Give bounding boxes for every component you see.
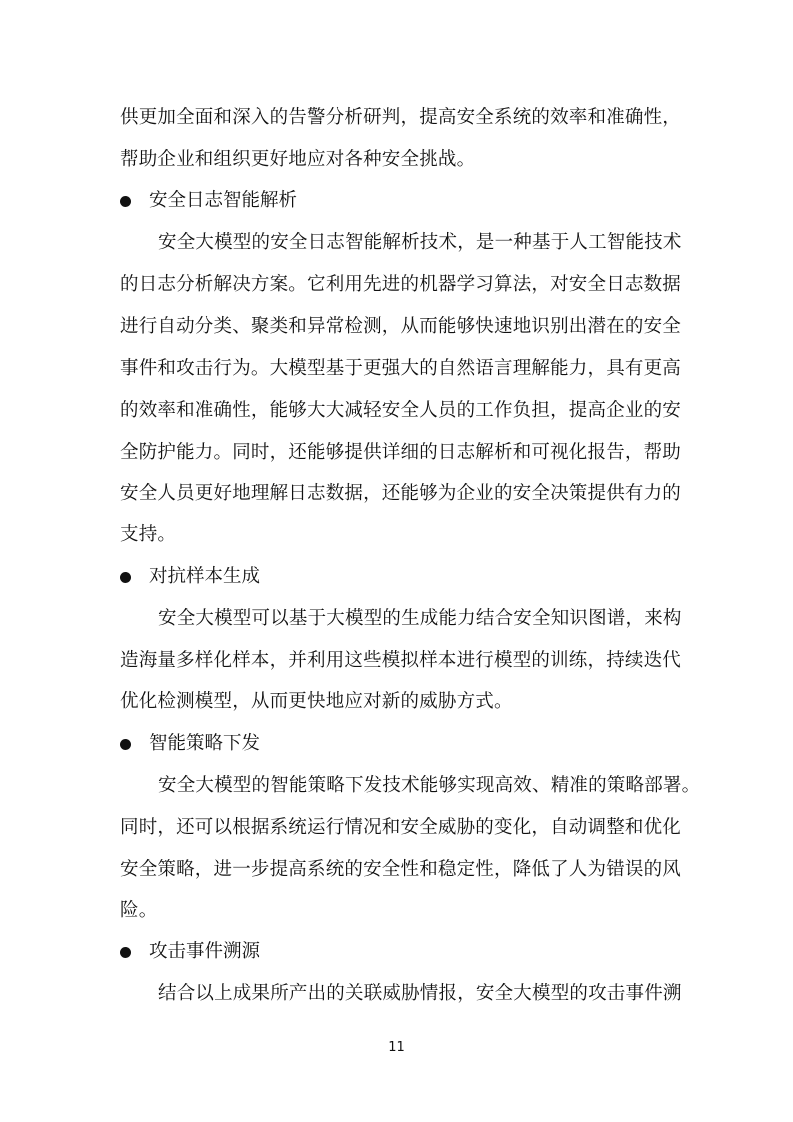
paragraph-line: 安全大模型的智能策略下发技术能够实现高效、精准的策略部署。 [158, 775, 701, 796]
section-heading: 安全日志智能解析 [149, 190, 298, 211]
paragraph-line: 险。 [120, 900, 158, 921]
paragraph-line: 安全大模型的安全日志智能解析技术，是一种基于人工智能技术 [158, 232, 682, 253]
paragraph-line: 造海量多样化样本，并利用这些模拟样本进行模型的训练，持续迭代 [120, 650, 682, 671]
paragraph-line: 帮助企业和组织更好地应对各种安全挑战。 [120, 149, 476, 170]
paragraph-line: 安全大模型可以基于大模型的生成能力结合安全知识图谱，来构 [158, 608, 682, 629]
paragraph-line: 同时，还可以根据系统运行情况和安全威胁的变化，自动调整和优化 [120, 817, 682, 838]
bullet-icon [120, 196, 131, 207]
paragraph-line: 供更加全面和深入的告警分析研判，提高安全系统的效率和准确性， [120, 107, 682, 128]
section-heading: 对抗样本生成 [149, 566, 261, 587]
paragraph-line: 安全人员更好地理解日志数据，还能够为企业的安全决策提供有力的 [120, 483, 682, 504]
paragraph-line: 结合以上成果所产出的关联威胁情报，安全大模型的攻击事件溯 [158, 983, 682, 1004]
paragraph-line: 安全策略，进一步提高系统的安全性和稳定性，降低了人为错误的风 [120, 859, 682, 880]
paragraph-line: 优化检测模型，从而更快地应对新的威胁方式。 [120, 691, 513, 712]
paragraph-line: 事件和攻击行为。大模型基于更强大的自然语言理解能力，具有更高 [120, 358, 682, 379]
paragraph-line: 支持。 [120, 524, 177, 545]
paragraph-line: 的效率和准确性，能够大大减轻安全人员的工作负担，提高企业的安 [120, 400, 682, 421]
bullet-icon [120, 947, 131, 958]
page-number: 11 [388, 1040, 405, 1055]
section-heading: 攻击事件溯源 [149, 941, 261, 962]
paragraph-line: 的日志分析解决方案。它利用先进的机器学习算法，对安全日志数据 [120, 274, 682, 295]
bullet-icon [120, 572, 131, 583]
bullet-icon [120, 739, 131, 750]
paragraph-line: 全防护能力。同时，还能够提供详细的日志解析和可视化报告，帮助 [120, 442, 682, 463]
section-heading: 智能策略下发 [149, 733, 261, 754]
paragraph-line: 进行自动分类、聚类和异常检测，从而能够快速地识别出潜在的安全 [120, 316, 682, 337]
